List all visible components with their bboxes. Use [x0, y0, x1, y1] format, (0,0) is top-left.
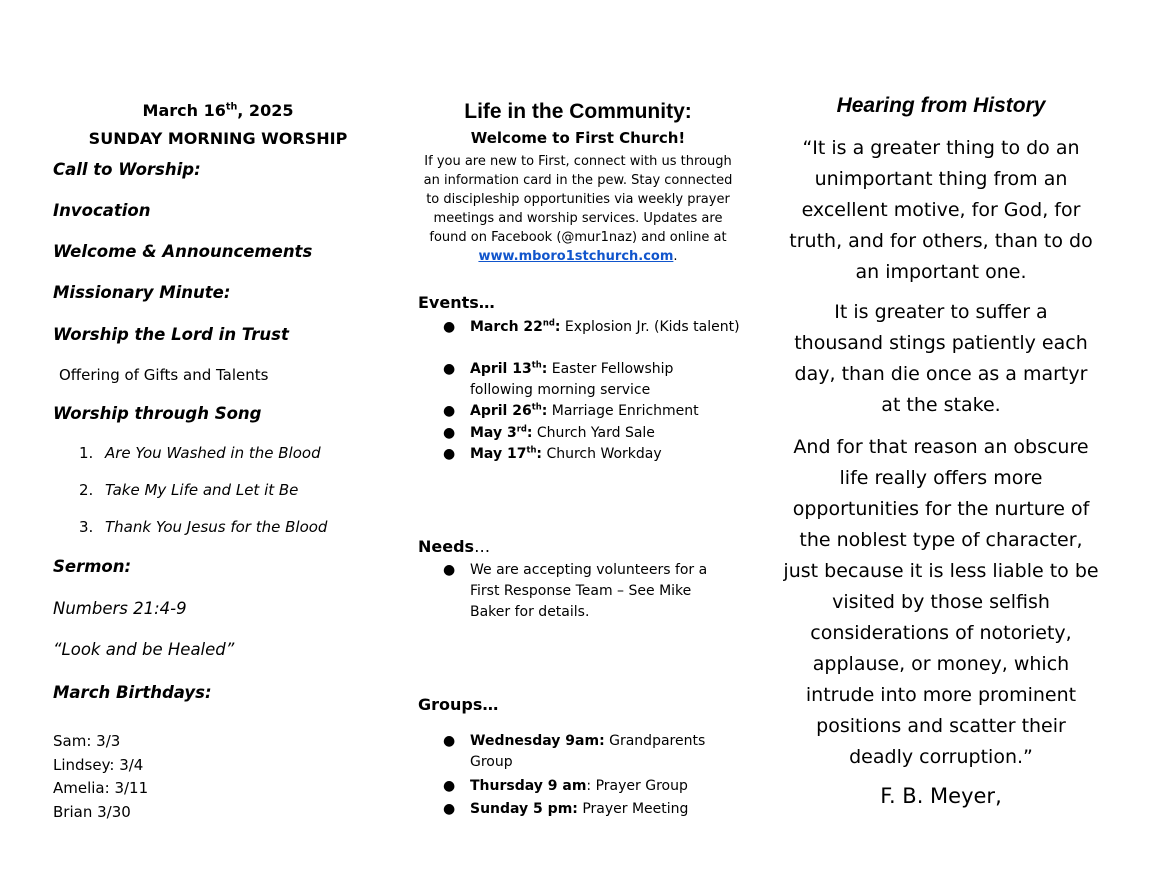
- song-item: [79, 481, 298, 499]
- need-item: [443, 560, 720, 623]
- birthday-entry: Sam: 3/3: [53, 732, 121, 750]
- bullet-icon: ●: [443, 562, 456, 578]
- intro-end: .: [673, 249, 678, 264]
- bullet-icon: ●: [443, 361, 456, 377]
- quote-paragraph: And for that reason an obscure life really offers more opportunities for the nurture of the noblest type of character, just because it is less liable to be visited by those selfish considerations of notoriety, applause, or money, which intrude into more prominent positions and scatter their deadly corruption.”: [783, 436, 1099, 768]
- bullet-icon: ●: [443, 403, 456, 419]
- event-item: [443, 317, 740, 338]
- bullet-icon: ●: [443, 733, 456, 749]
- song-item: [79, 518, 327, 536]
- event-date: May 17: [470, 446, 527, 462]
- event-date-superscript: th: [526, 444, 537, 455]
- event-colon: :: [536, 446, 543, 462]
- event-text: Marriage Enrichment: [547, 403, 699, 419]
- event-colon: :: [541, 403, 548, 419]
- group-item: [443, 799, 740, 820]
- quote-paragraph: “It is a greater thing to do an unimportant thing from an excellent motive, for God, for truth, and for others, than to do an important one.: [789, 137, 1093, 283]
- group-text: Grandparents Group: [470, 733, 706, 770]
- group-item: [443, 776, 740, 797]
- needs-label: Needs: [418, 537, 475, 556]
- song-item: [79, 444, 321, 462]
- community-intro: [418, 152, 738, 266]
- event-text: Explosion Jr. (Kids talent): [560, 319, 740, 335]
- service-heading: SUNDAY MORNING WORSHIP: [88, 129, 348, 148]
- date-superscript: th: [225, 101, 238, 113]
- event-date-superscript: rd: [516, 423, 527, 434]
- event-date-superscript: th: [531, 359, 542, 370]
- event-date: April 26: [470, 403, 532, 419]
- missionary-minute: Missionary Minute:: [53, 283, 231, 302]
- song-title: Are You Washed in the Blood: [105, 444, 321, 462]
- community-subtitle: Welcome to First Church!: [470, 129, 686, 147]
- history-title: Hearing from History: [836, 94, 1046, 117]
- call-to-worship: Call to Worship:: [53, 160, 201, 179]
- event-text: Church Workday: [542, 446, 662, 462]
- event-colon: :: [526, 425, 533, 441]
- welcome-announcements: Welcome & Announcements: [53, 242, 313, 261]
- event-item: [443, 401, 740, 422]
- date-year: , 2025: [237, 101, 294, 120]
- service-date: [53, 101, 383, 120]
- birthday-entry: Lindsey: 3/4: [53, 756, 144, 774]
- birthdays-label: March Birthdays:: [53, 683, 212, 702]
- event-date-superscript: nd: [542, 317, 555, 328]
- offering: Offering of Gifts and Talents: [59, 366, 269, 384]
- song-title: Take My Life and Let it Be: [105, 481, 299, 499]
- bullet-icon: ●: [443, 446, 456, 462]
- needs-heading: [418, 537, 490, 556]
- sermon-title: “Look and be Healed”: [53, 640, 235, 659]
- event-item: [443, 423, 740, 444]
- group-time: Sunday 5 pm:: [470, 801, 578, 817]
- bullet-icon: ●: [443, 425, 456, 441]
- group-text: : Prayer Group: [586, 778, 688, 794]
- birthday-entry: Brian 3/30: [53, 803, 131, 821]
- quote-paragraph: It is greater to suffer a thousand stings patiently each day, than die once as a martyr at the stake.: [794, 301, 1088, 416]
- song-number: 2.: [79, 481, 94, 499]
- group-text: Prayer Meeting: [577, 801, 689, 817]
- bullet-icon: ●: [443, 778, 456, 794]
- community-title: Life in the Community:: [464, 100, 692, 123]
- needs-ellipsis: …: [474, 537, 491, 556]
- bullet-icon: ●: [443, 319, 456, 335]
- worship-in-trust: Worship the Lord in Trust: [53, 325, 289, 344]
- groups-heading: Groups…: [418, 695, 499, 714]
- event-date: May 3: [470, 425, 517, 441]
- group-item: [443, 731, 710, 773]
- date-month: March 16: [142, 101, 226, 120]
- worship-through-song: Worship through Song: [53, 404, 262, 423]
- quote-author: F. B. Meyer,: [880, 784, 1002, 808]
- event-colon: :: [554, 319, 561, 335]
- song-title: Thank You Jesus for the Blood: [105, 518, 328, 536]
- event-item: [443, 359, 740, 401]
- intro-text: If you are new to First, connect with us through an information card in the pew. Stay connected to discipleship opportunities via weekly prayer meetings and worship services. Updates are found on Facebook (@mur1naz) and online at: [423, 154, 733, 245]
- event-date-superscript: th: [531, 401, 542, 412]
- invocation: Invocation: [53, 201, 151, 220]
- song-number: 3.: [79, 518, 94, 536]
- group-time: Wednesday 9am:: [470, 733, 605, 749]
- church-website-link[interactable]: www.mboro1stchurch.com: [478, 249, 674, 264]
- event-date: March 22: [470, 319, 543, 335]
- event-text: Easter Fellowship following morning service: [470, 361, 674, 398]
- sermon-label: Sermon:: [53, 557, 132, 576]
- sermon-scripture: Numbers 21:4-9: [53, 599, 187, 618]
- event-date: April 13: [470, 361, 532, 377]
- need-text: We are accepting volunteers for a First Response Team – See Mike Baker for details.: [470, 562, 708, 620]
- event-colon: :: [541, 361, 548, 377]
- group-time: Thursday 9 am: [470, 778, 587, 794]
- song-number: 1.: [79, 444, 94, 462]
- events-heading: Events…: [418, 293, 495, 312]
- event-text: Church Yard Sale: [532, 425, 655, 441]
- birthday-entry: Amelia: 3/11: [53, 779, 149, 797]
- bullet-icon: ●: [443, 801, 456, 817]
- event-item: [443, 444, 740, 465]
